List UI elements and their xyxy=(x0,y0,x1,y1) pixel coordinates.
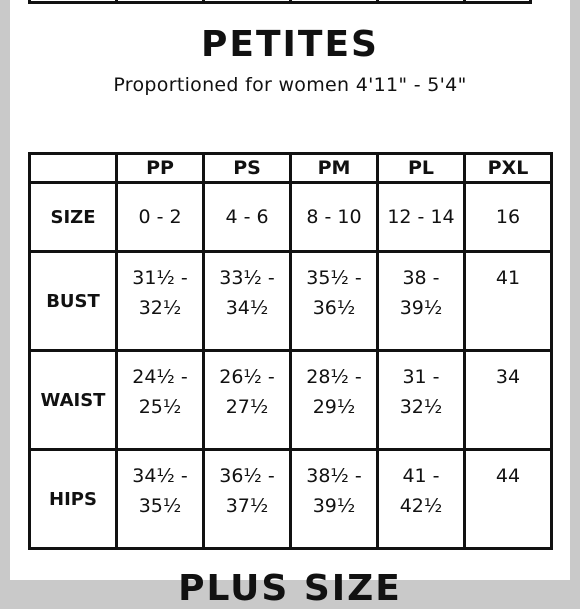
table-cell: 31½ - 32½ xyxy=(117,252,204,351)
table-cell: 36½ - 37½ xyxy=(204,450,291,549)
table-cell: 4 - 6 xyxy=(204,183,291,252)
table-row xyxy=(30,351,552,450)
column-header: PXL xyxy=(465,154,552,183)
table-cell: 38 - 39½ xyxy=(378,252,465,351)
previous-table-bottom-edge xyxy=(28,0,532,4)
column-header: PL xyxy=(378,154,465,183)
table-cell: 41 xyxy=(465,252,552,351)
petite-size-table xyxy=(28,152,553,550)
table-row xyxy=(30,450,552,549)
table-header-row xyxy=(30,154,552,183)
table-cell: 34½ - 35½ xyxy=(117,450,204,549)
size-chart-page xyxy=(10,0,570,609)
table-row xyxy=(30,252,552,351)
table-cell: 26½ - 27½ xyxy=(204,351,291,450)
table-cell: 0 - 2 xyxy=(117,183,204,252)
next-section-heading: PLUS SIZE xyxy=(178,568,402,609)
page-title: PETITES xyxy=(200,24,379,65)
column-header: PM xyxy=(291,154,378,183)
column-header: PS xyxy=(204,154,291,183)
table-cell: 24½ - 25½ xyxy=(117,351,204,450)
row-label: HIPS xyxy=(30,450,117,549)
table-cell: 34 xyxy=(465,351,552,450)
table-cell: 38½ - 39½ xyxy=(291,450,378,549)
table-cell: 8 - 10 xyxy=(291,183,378,252)
row-label: WAIST xyxy=(30,351,117,450)
column-header: PP xyxy=(117,154,204,183)
table-row xyxy=(30,183,552,252)
table-cell: 12 - 14 xyxy=(378,183,465,252)
table-cell: 28½ - 29½ xyxy=(291,351,378,450)
table-cell: 44 xyxy=(465,450,552,549)
table-cell: 16 xyxy=(465,183,552,252)
header-corner-cell xyxy=(30,154,117,183)
row-label: BUST xyxy=(30,252,117,351)
table-cell: 41 - 42½ xyxy=(378,450,465,549)
table-cell: 33½ - 34½ xyxy=(204,252,291,351)
row-label: SIZE xyxy=(30,183,117,252)
table-cell: 35½ - 36½ xyxy=(291,252,378,351)
page-subtitle: Proportioned for women 4'11" - 5'4" xyxy=(113,74,467,96)
table-cell: 31 - 32½ xyxy=(378,351,465,450)
